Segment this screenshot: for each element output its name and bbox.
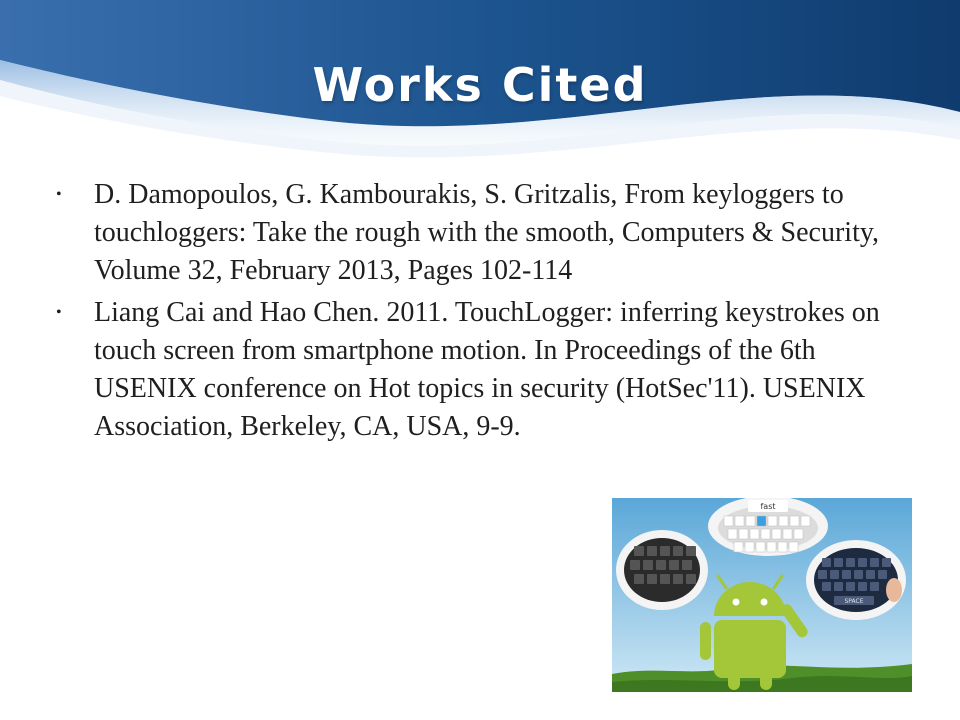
bullet-icon: • [56, 304, 62, 321]
reference-text: Liang Cai and Hao Chen. 2011. TouchLogger: inferring keystrokes on touch screen from smartphone motion. In Proceedings of the 6th USENIX conference on Hot topics in security (HotSec'11). USENIX Association, Berkeley, CA, USA, 9-9. [94, 297, 880, 442]
reference-item [56, 176, 906, 290]
finger-icon [886, 578, 902, 602]
references-list [56, 176, 906, 446]
reference-item [56, 294, 906, 446]
keyboard-cloud-right [806, 540, 906, 620]
keyboard-space-label: SPACE [844, 598, 864, 605]
reference-text: D. Damopoulos, G. Kambourakis, S. Gritzalis, From keyloggers to touchloggers: Take the rough with the smooth, Computers & Security, Volume 32, February 2013, Pages 102-114 [94, 179, 880, 286]
keyboard-cloud-left [616, 530, 708, 610]
bullet-icon: • [56, 186, 62, 203]
keyboard-suggestion-label: fast [760, 502, 776, 511]
slide-title: Works Cited [312, 58, 648, 112]
keyboard-cloud-top [708, 498, 828, 556]
android-touchlogger-illustration [612, 498, 912, 692]
